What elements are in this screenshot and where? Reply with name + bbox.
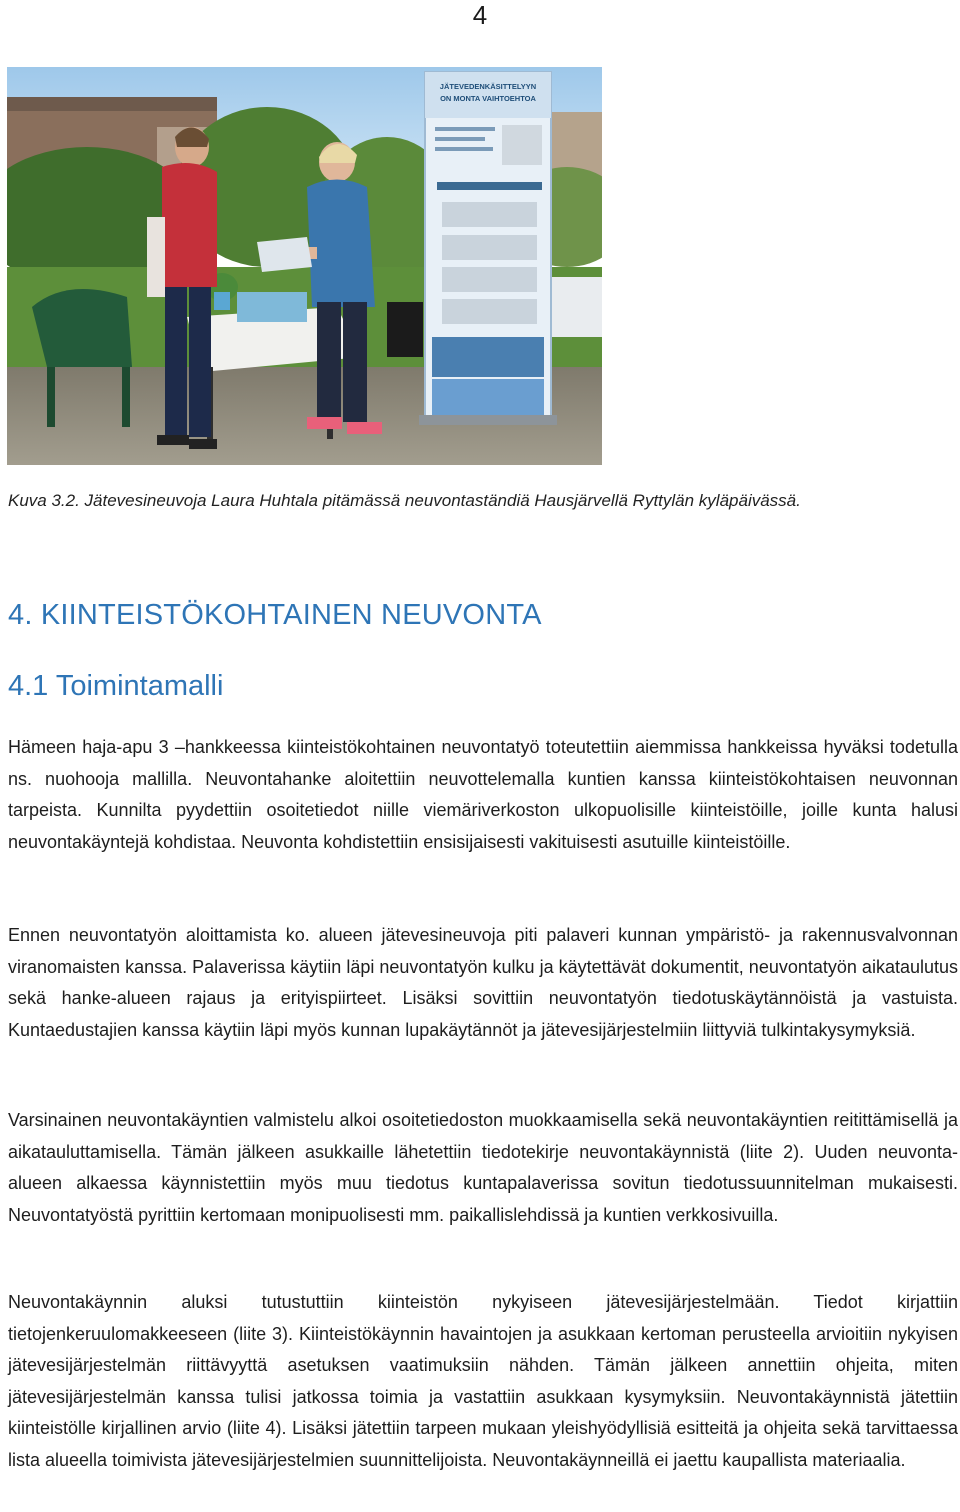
page-number: 4: [472, 0, 488, 30]
paragraph-3: [8, 1105, 958, 1231]
paragraph-4: [8, 1287, 958, 1476]
svg-text:ON MONTA VAIHTOEHTOA: ON MONTA VAIHTOEHTOA: [440, 94, 536, 103]
photo-advisory-stand: [7, 67, 602, 465]
section-heading: 4. KIINTEISTÖKOHTAINEN NEUVONTA: [8, 599, 542, 631]
figure-caption: Kuva 3.2. Jätevesineuvoja Laura Huhtala pitämässä neuvontaständiä Hausjärvellä Ryttylän kyläpäivässä.: [8, 491, 801, 510]
svg-text:JÄTEVEDENKÄSITTELYYN: JÄTEVEDENKÄSITTELYYN: [439, 82, 537, 91]
paragraph-text: Neuvontakäynnin aluksi tutustuttiin kiinteistön nykyiseen jätevesijärjestelmään. Tiedot kirjattiin tietojenkeruulomakkeeseen (liite 3). Kiinteistökäynnin havaintojen ja asukkaan kertoman perusteella arvioitiin nykyisen jätevesijärjestelmän riittävyyttä asetuksen vaatimuksiin nähden. Tämän jälkeen annettiin ohjeita, miten jätevesijärjestelmän kanssa tulisi jatkossa toimia ja vastattiin asukkaan kysymyksiin. Neuvontakäynnistä jätettiin kiinteistölle kirjallinen arvio (liite 4). Lisäksi jätettiin tarpeen mukaan yleishyödyllisiä esitteitä ja ohjeita sekä tarvittaessa lista alueella toimivista jätevesijärjestelmien suunnittelijoista. Neuvontakäynneillä ei jaettu kaupallista materiaalia.: [8, 1292, 958, 1470]
paragraph-2: [8, 920, 958, 1046]
paragraph-text: Ennen neuvontatyön aloittamista ko. alueen jätevesineuvoja piti palaveri kunnan ympäristö- ja rakennusvalvonnan viranomaisten kanssa. Palaverissa käytiin läpi neuvontatyön kulku ja käytettävät dokumentit, neuvontatyön aikataulutus sekä hanke-alueen rajaus ja erityispiirteet. Lisäksi sovittiin neuvontatyön tiedotuskäytännöistä ja vastuista. Kuntaedustajien kanssa käytiin läpi myös kunnan lupakäytännöt ja jätevesijärjestelmiin liittyviä tulkintakysymyksiä.: [8, 925, 958, 1040]
paragraph-text: Hämeen haja-apu 3 –hankkeessa kiinteistökohtainen neuvontatyö toteutettiin aiemmissa hankkeissa hyväksi todetulla ns. nuohooja mallilla. Neuvontahanke aloitettiin neuvottelemalla kuntien kanssa kiinteistökohtaisen neuvonnan tarpeista. Kunnilta pyydettiin osoitetiedot niille viemäriverkoston ulkopuolisille kiinteistöille, joille kunta halusi neuvontakäyntejä kohdistaa. Neuvonta kohdistettiin ensisijaisesti vakituisesti asutuille kiinteistöille.: [8, 737, 958, 852]
paragraph-text: Varsinainen neuvontakäyntien valmistelu alkoi osoitetiedoston muokkaamisella sekä neuvontakäyntien reitittämisellä ja aikatauluttamisella. Tämän jälkeen asukkaille lähetettiin tiedotekirje neuvontakäynnistä (liite 2). Uuden neuvonta-alueen alkaessa käynnistettiin myös muu tiedotus kuntapalaverissa sovitun tiedotussuunnitelman mukaisesti. Neuvontatyöstä pyrittiin kertomaan monipuolisesti mm. paikallislehdissä ja kuntien verkkosivuilla.: [8, 1110, 958, 1225]
subsection-heading: 4.1 Toimintamalli: [8, 670, 224, 702]
paragraph-1: [8, 732, 958, 858]
